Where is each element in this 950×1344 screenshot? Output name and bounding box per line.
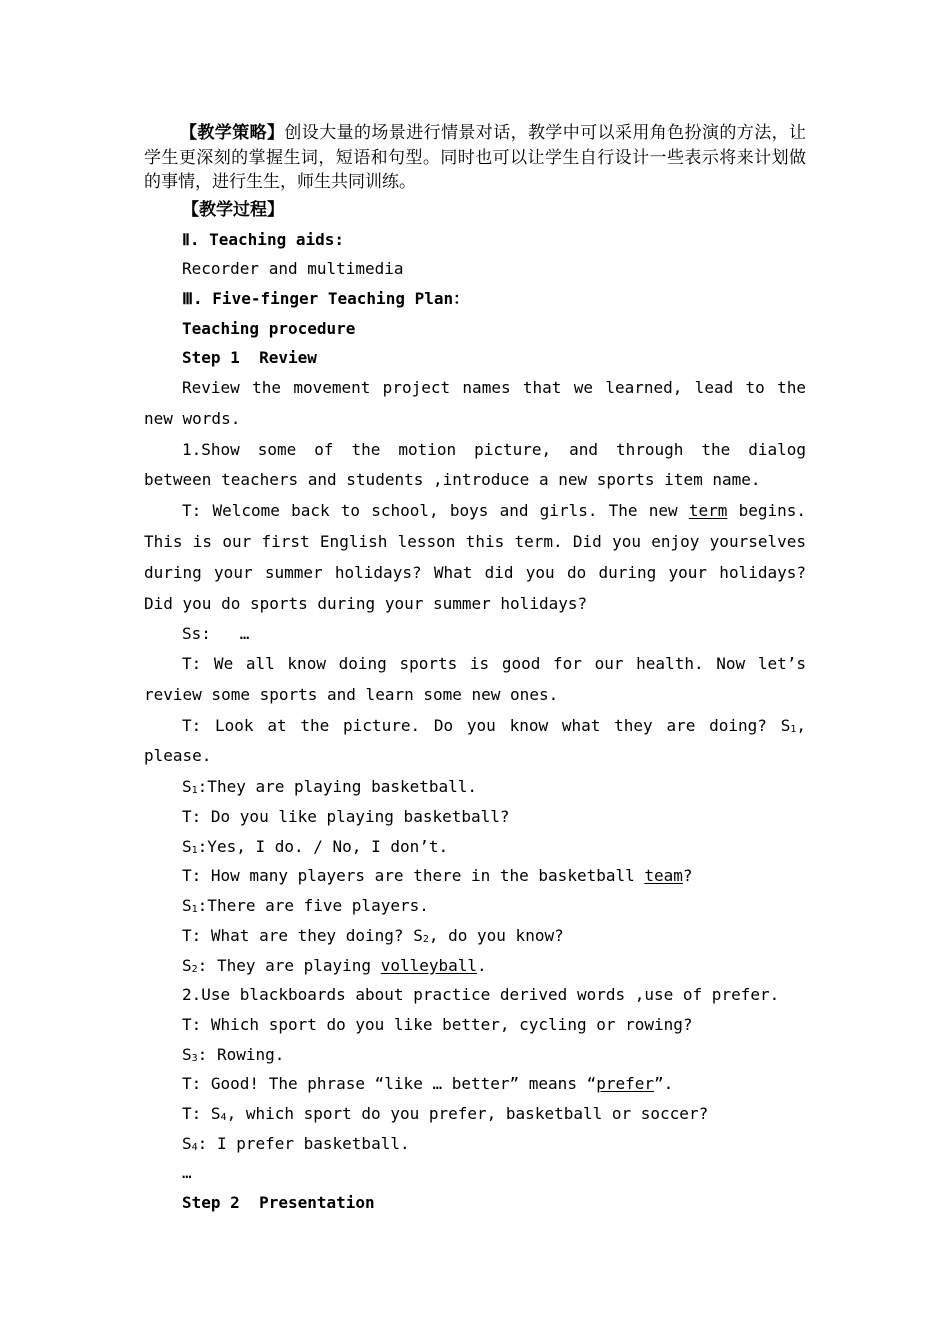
s1a-text: :They are playing basketball. [197, 777, 478, 797]
s3-text: : Rowing. [197, 1044, 285, 1064]
strategy-paragraph [144, 121, 806, 195]
s2-sub: 2 [191, 963, 198, 975]
s3-prefix: S [182, 1044, 192, 1064]
s3-sub: 3 [191, 1052, 198, 1064]
dialog-t3-after: , please. [144, 715, 806, 766]
dialog-t1-after: begins. This is our first English lesson this term. Did you enjoy yourselves during your summer holidays? What did you do during your holidays? Did you do sports during your summer holidays? [144, 501, 806, 613]
step1-point1: 1.Show some of the motion picture, and through the dialog between teachers and students ,introduce a new sports item name. [144, 439, 806, 490]
dialog-t5 [144, 861, 806, 891]
dialog-t8 [144, 1069, 806, 1099]
s2-after: . [477, 955, 487, 975]
dialog-t1 [144, 496, 806, 619]
s1a-prefix: S [182, 777, 192, 797]
dialog-s1b [144, 832, 806, 862]
aids-text: Recorder and multimedia [182, 259, 404, 279]
step1-point2: 2.Use blackboards about practice derived words ,use of prefer. [182, 985, 780, 1005]
s2-before: : They are playing [197, 955, 381, 975]
s2-prefix: S [182, 955, 192, 975]
dialog-s1a [144, 772, 806, 802]
dialog-t2: T: We all know doing sports is good for our health. Now let’s review some sports and learn some new ones. [144, 654, 806, 704]
dialog-t9-after: , which sport do you prefer, basketball or soccer? [226, 1104, 709, 1124]
document-body [144, 121, 806, 1218]
s1b-sub: 1 [191, 844, 198, 856]
vocab-prefer: prefer [596, 1074, 655, 1094]
s1a-sub: 1 [191, 785, 198, 797]
dialog-t9 [144, 1099, 806, 1129]
aids-heading: Ⅱ. Teaching aids: [182, 229, 344, 249]
dialog-t3 [144, 711, 806, 773]
vocab-team: team [644, 866, 683, 886]
dialog-t3-sub: 1 [790, 723, 797, 735]
s1b-prefix: S [182, 836, 192, 856]
strategy-text: 创设大量的场景进行情景对话，教学中可以采用角色扮演的方法，让学生更深刻的掌握生词，短语和句型。同时也可以让学生自行设计一些表示将来计划做的事情，进行生生，师生共同训练。 [144, 123, 807, 192]
procedure-heading: Teaching procedure [182, 318, 356, 338]
dialog-t6-after: , do you know? [428, 925, 564, 945]
dialog-t4: T: Do you like playing basketball? [182, 806, 510, 826]
dialog-t3-before: T: Look at the picture. Do you know what they are doing? S [182, 715, 791, 735]
dialog-t5-after: ? [682, 866, 693, 886]
dialog-t9-before: T: S [182, 1104, 221, 1124]
step2-heading: Step 2 Presentation [182, 1193, 375, 1213]
dialog-t6-sub: 2 [422, 933, 429, 945]
dialog-t8-before: T: Good! The phrase “like … better” means “ [182, 1074, 597, 1094]
dialog-t5-before: T: How many players are there in the basketball [182, 866, 645, 886]
step1-heading: Step 1 Review [182, 348, 317, 368]
dialog-t8-after: ”. [654, 1074, 674, 1094]
process-heading: 【教学过程】 [182, 199, 284, 220]
dialog-s1c [144, 891, 806, 921]
dialog-s2 [144, 951, 806, 981]
dialog-t1-before: T: Welcome back to school, boys and girls. The new [182, 501, 689, 521]
dialog-t7: T: Which sport do you like better, cycling or rowing? [182, 1014, 693, 1034]
step1-intro: Review the movement project names that we learned, lead to the new words. [144, 378, 806, 428]
s1c-sub: 1 [191, 904, 198, 916]
plan-heading: Ⅲ. Five-finger Teaching Plan： [182, 288, 470, 308]
dialog-ss: Ss: … [182, 624, 250, 644]
vocab-term: term [688, 501, 728, 521]
dialog-s3 [144, 1040, 806, 1070]
s4-sub: 4 [191, 1141, 198, 1153]
dialog-ellipsis: … [182, 1163, 192, 1183]
s1c-prefix: S [182, 896, 192, 916]
strategy-label: 【教学策略】 [180, 123, 285, 143]
vocab-volleyball: volleyball [380, 955, 478, 975]
dialog-t6-before: T: What are they doing? S [182, 925, 423, 945]
s1b-text: :Yes, I do. / No, I don’t. [197, 836, 449, 856]
s1c-text: :There are five players. [197, 896, 429, 916]
s4-prefix: S [182, 1133, 192, 1153]
s4-text: : I prefer basketball. [197, 1133, 410, 1153]
dialog-t6 [144, 921, 806, 951]
dialog-t9-sub: 4 [220, 1112, 227, 1124]
dialog-s4 [144, 1129, 806, 1159]
